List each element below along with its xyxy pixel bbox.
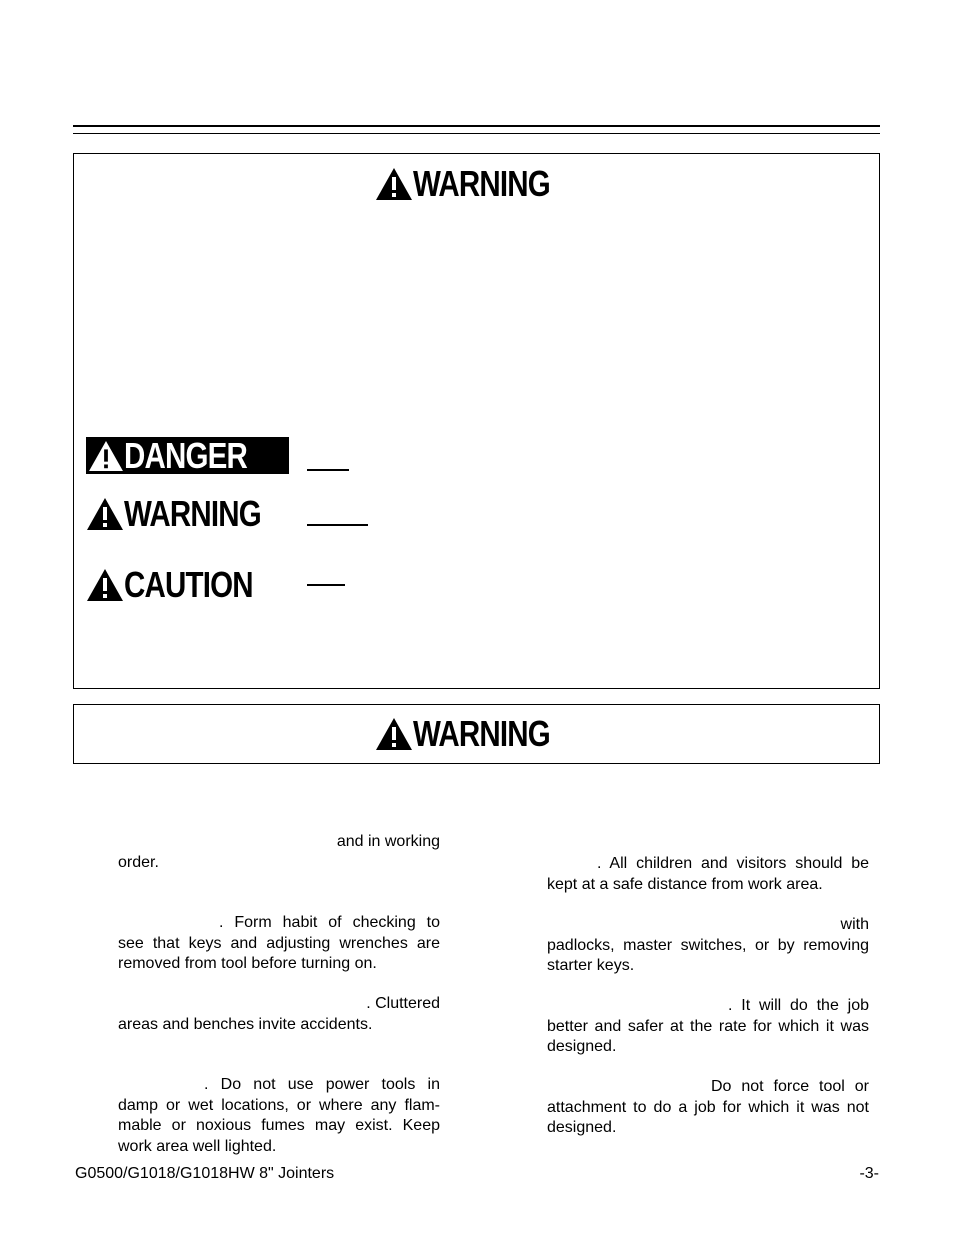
text-line: designed.	[547, 1119, 617, 1136]
right-item-1	[547, 854, 869, 895]
text-line: work area well lighted.	[118, 1137, 277, 1155]
warning-signal	[86, 494, 291, 534]
text-line: removed from tool before turning on.	[118, 955, 377, 972]
caution-underline	[307, 584, 345, 586]
text-line: order.	[118, 853, 159, 871]
caution-label: CAUTION	[124, 564, 253, 605]
warning-underline	[307, 524, 368, 526]
text-line: . It will do the job	[728, 997, 869, 1014]
text-line: kept at a safe distance from work area.	[547, 875, 823, 893]
left-item-2	[118, 913, 440, 975]
text-line: . Do not use power tools in	[204, 1076, 440, 1093]
top-warning-heading	[375, 164, 580, 204]
text-line: mable or noxious fumes may exist. Keep	[118, 1117, 440, 1134]
warning-triangle-icon	[375, 167, 413, 201]
warning-triangle-icon	[375, 717, 413, 751]
second-warning-label: WARNING	[413, 713, 550, 754]
text-line: see that keys and adjusting wrenches are	[118, 934, 440, 952]
warning-label: WARNING	[124, 493, 261, 534]
text-line: Do not force tool or	[711, 1078, 869, 1095]
text-line: starter keys.	[547, 957, 635, 974]
warning-triangle-icon	[86, 497, 124, 531]
text-line: areas and benches invite accidents.	[118, 1015, 373, 1033]
footer-model: G0500/G1018/G1018HW 8" Jointers	[75, 1165, 335, 1182]
right-item-4	[547, 1077, 869, 1139]
top-warning-label: WARNING	[413, 163, 550, 204]
text-line: . Cluttered	[366, 995, 440, 1012]
text-line: better and safer at the rate for which it was	[547, 1017, 869, 1035]
caution-signal	[86, 565, 281, 605]
warning-triangle-icon	[88, 440, 124, 472]
text-line: attachment to do a job for which it was not	[547, 1098, 869, 1116]
page-number: -3-	[859, 1165, 879, 1182]
left-item-3	[118, 994, 440, 1035]
warning-triangle-icon	[86, 568, 124, 602]
text-line: . All children and visitors should be	[597, 855, 869, 872]
safety-signal-box	[73, 153, 880, 689]
danger-underline	[307, 469, 349, 471]
text-line: . Form habit of checking to	[219, 914, 440, 931]
left-item-4	[118, 1075, 440, 1157]
danger-signal	[86, 434, 289, 476]
right-item-3	[547, 996, 869, 1058]
danger-label: DANGER	[124, 434, 248, 476]
second-warning-heading	[375, 714, 580, 754]
text-line: designed.	[547, 1038, 617, 1055]
right-item-2	[547, 915, 869, 977]
header-rule-thick	[73, 125, 880, 127]
text-line: damp or wet locations, or where any flam-	[118, 1096, 440, 1114]
text-line: padlocks, master switches, or by removing	[547, 936, 869, 954]
left-item-1	[118, 832, 440, 873]
text-line: and in working	[336, 833, 440, 850]
text-line: with	[840, 916, 869, 933]
header-rule-thin	[73, 133, 880, 134]
